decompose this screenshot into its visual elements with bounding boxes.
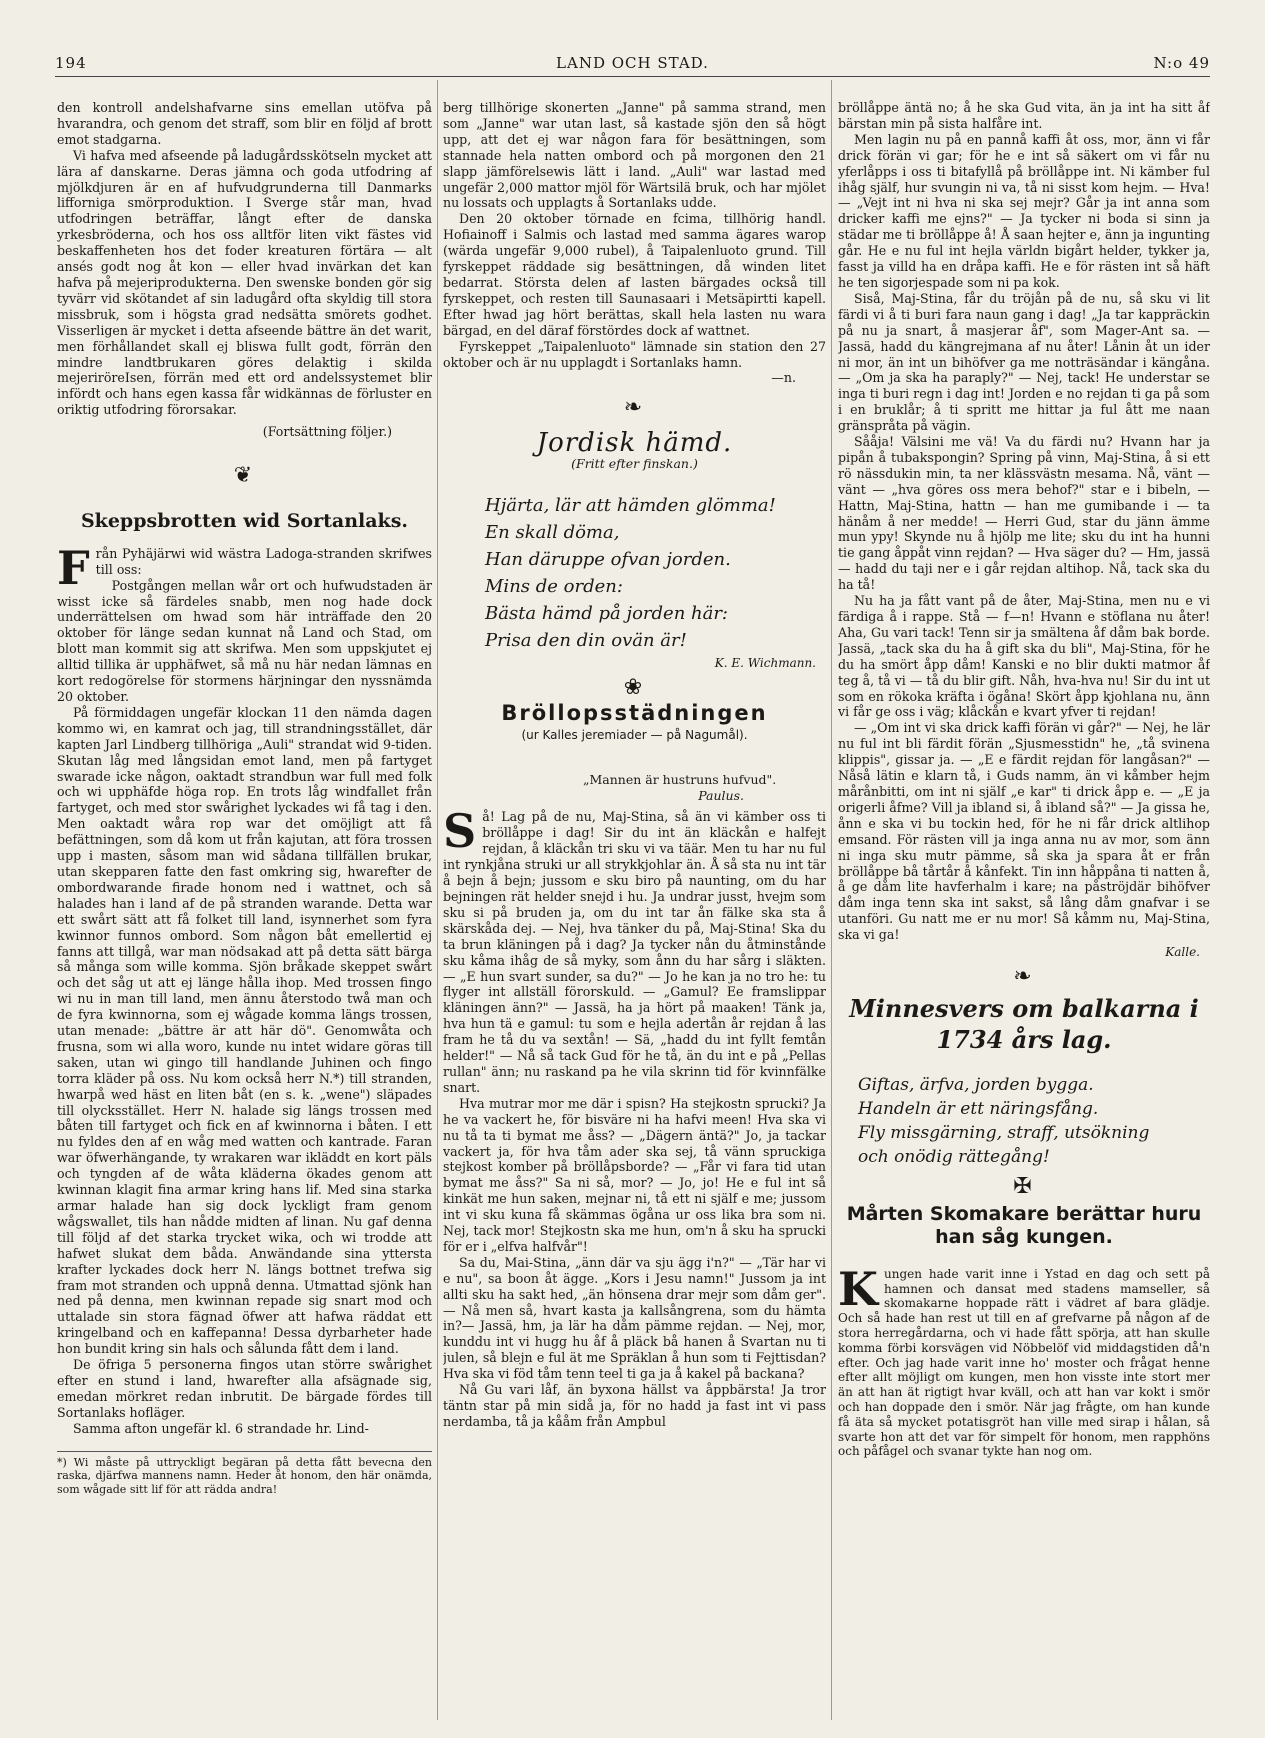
article-paragraph: [838, 1261, 1210, 1459]
header-rule: [55, 76, 1210, 77]
dropcap: K: [838, 1261, 878, 1316]
poem-line: Prisa den din ovän är!: [485, 630, 687, 652]
article-paragraph: De öfriga 5 personerna fingos utan större swårighet efter en stund i land, hwarefter alla afsägnade sig, emedan mörkret redan inbrutit. De bärgade fördes till Sortanlaks hofläger.: [57, 1357, 432, 1420]
verse-title: Minnesvers om balkarna i 1734 års lag.: [849, 993, 1199, 1054]
article-paragraph: Hva mutrar mor me där i spisn? Ha stejkostn sprucki? Ja he va vackert he, för bisväre ni ha hafvi meen! Hva ska vi nu tå ta ti bymat me åss? — „Dägern äntä?" Jo, ja tackar vackert ja, för hva tåm ader ska sej, tå vänn spruckiga stejkost komber på bröllåpsborde? — „Får vi fara tid utan bymat me åss?" Sa ni så, mor? — Jo, jo! He e ful int så kinkät me hun saken, mejnar ni, tå ett ni själf e me; jussom int vi sku kuna få skämmas ögåna ur oss lika bra som ni. Nej, tack mor! Stejkostn ska me hun, om'n å sku ha sprucki för er i „elfva halfvår"!: [443, 1095, 826, 1254]
article-paragraph: Den 20 oktober törnade en fcima, tillhörig handl. Hofiainoff i Salmis och lastad med samma ägares warор (wärda ungefär 9,000 rubel), å Taipalenluoto grund. Till fyrskeppet räddade sig besättningen, då winden litet bedarrat. Största delen af lasten bärgades också till fyrskeppet, och resten till Saunasaari i Metsäpirtti kapell. Efter hwad jag hört berättas, skall hela lasten nu wara bärgad, en del däraf förstördes dock af wattnet.: [443, 211, 826, 338]
column-3: [838, 100, 1210, 1720]
motto-author: Paulus.: [698, 787, 744, 803]
poem-line: Mins de orden:: [485, 576, 623, 598]
article-paragraph: [443, 804, 826, 1095]
article-title: Mårten Skomakare berättar huru han såg kungen.: [846, 1202, 1202, 1248]
article-title: Bröllopsstädningen: [501, 700, 768, 725]
newspaper-title: LAND OCH STAD.: [556, 54, 709, 72]
article-paragraph: Postgången mellan wår ort och hufwudstaden är wisst icke så färdeles snabb, men nog hade dock underrättelsen om hwad som här inträffade den 20 oktober för länge sedan kunnat nå Land och Stad, om blott man kommit sig att skrifwa. Men som uppskjutet ej alltid tillika är upphäfwet, så må nu här nedan lämnas en kort redogörelse för stormens härjningar den nyssnämda 20 oktober.: [57, 577, 432, 704]
article-paragraph: Nå Gu vari låf, än byxona hällst va åppbärsta! Ja tror täntn star på min sidå ja, för no hadd ja fast int vi pass nerdamba, tå ja kååm från Ampbul: [443, 1382, 826, 1429]
article-paragraph: — „Om int vi ska drick kaffi förän vi går?" — Nej, he lär nu ful int bli färdit förän „Sjusmesstidn" he, „tå svinena klippis", gissar ja. — „E e färdit rejdan för langåsan?" — Nåså lätin e klarn tå, i Guds namm, än vi kåmber hejm mårånbitti, om int ni själf „e kar" ti drick åpp e. — „E ja origerli åfme? Vill ja ibland si, å ibland så?" — Ja gissa he, ånn e ska vi bu tockin hed, för he ni får drick altlihop emsand. För rästen vill ja inga anna nu av mor, som änn ni inga sku mutr pämme, så ska ja spara åt er från bröllåppe bå tårtår å kånfekt. Tin inn håppåna ti natten å, å ge dåm lite havferhalm i kare; na påströjdär bihöfver dåm inga tenn ska int sakst, så lång dåm gnafvar i se utanföri. Gu natt me er nu mor! Så kåmm nu, Maj-Stina, ska vi ga!: [838, 720, 1210, 943]
column-divider-1: [437, 80, 438, 1720]
page-header: [55, 54, 1210, 74]
article-paragraph: Sååja! Välsini me vä! Va du färdi nu? Hvann har ja pipån å tubakspongin? Spring på vinn, Maj-Stina, å si ett rö nässdukin min, ta ner klässvästn mesama. Nå, vänt — vänt — „hva göres oss mera behof?" star e i bibeln, — Hattn, Maj-Stina, hattn — han me gumibande i — ta hänåm å ner medde! — Herri Gud, star du jänn ämme mun ypy! Skynde nu å hjölp me lite; sku du int ha hunni tie gang åppåt vinn rejdan? — Hva säger du? — Hm, jassä — hadd du taji ner e i går rejdan altihop. Nå, tack ska du ha tå!: [838, 434, 1210, 593]
article-paragraph: Samma afton ungefär kl. 6 strandade hr. Lind-: [73, 1420, 369, 1436]
motto: [583, 772, 826, 804]
article-paragraph: På förmiddagen ungefär klockan 11 den nämda dagen kommo wi, en kamrat och jag, till strandningsstället, där kapten Jarl Lindberg tillhöriga „Auli" strandat wid 9-tiden. Skutan låg med långsidan emot land, men på fartyget swarade icke någon, oaktadt strandbun war full med folk och wi upphäfde höga rop. En trots låg windfallet från fartyget, och med stor swårighet lyckades wi få tag i den. Men oaktadt wåra rop war det omöjligt att få befättningen, som då kom ut från kajutan, att föra trossen upp i masten, såsom man wid sådana tillfällen brukar, utan skepparen fatte den fast omkring sig, hwarefter de ombordwarande firade honom ned i wattnet, och så halades han i land af de på stranden warande. Detta war ett swårt sätt att få folket till land, isynnerhet som fyra kwinnor funnos ombord. Som någon båt emellertid ej fanns att tillgå, war man nödsakad att på detta sätt bärga så många som wille komma. Sjön bråkade skeppet swårt och det såg ut att ej länge hålla ihop. Med trossen fingo wi nu in man till land, men ännu återstodo twå man och de fyra kwinnorna, som ej wågade komma längs trossen, utan menade: „bättre är att här dö". Genomwåta och frusna, som wi alla woro, kunde nu intet widare göras till saken, utan wi gingo till handlande Juhinen och fingo torra kläder på oss. Nu kom också herr N.*) till stranden, hwarpå wed häst en liten båt (en s. k. „wene") släpades till olycksstället. Herr N. halade sig längs trossen med båten till fartyget och fick en af kwinnorna i båten. I ett nu fyldes den af en wåg med watten och kantrade. Faran war öfwerhängande, ty wrakaren war ikläddt en kort päls och tyngden af de wåta kläderna ökades genom att kwinnan klagit fina armar kring hans lif. Med sina starka armar halade han sig dock lyckligt fram genom wågswallet, tils han nådde midten af linan. Nu gaf denna till följd af det starka trycket wika, och wi trodde att hafwet slukat dem båda. Anwändande sina yttersta krafter lyckades dock herr N. längs bottnet trefwa sig fram mot stranden och uppnå denna. Utmattad sjönk han ned på denna, men kwinnan repade sig snart mod och uttalade sin stora fägnad öfwer att hafwa räddat ett kringelband och en kaffepanna! Dessa dyrbarheter hade hon bundit kring sin hals och sålunda fått dem i land.: [57, 704, 432, 1357]
article-paragraph-text: ungen hade varit inne i Ystad en dag och sett på hamnen och dansat med stadens mamseller, så skomakarne hoppade rätt i vädret af bara glädje. Och så hade han rest ut till en af grefvarne på någon af de stora herregårdarna, och vi hade fått spörja, att han skulle komma förbi korsvägen vid Nöbbelöf vid middagstiden då'n efter. Och jag hade varit inne ho' moster och frågat henne efter allt möjligt om kungen, men hon visste inte stort mer än att han ät rigtigt hvar kväll, och att han var kokt i smör och han doppade den i smör. När jag frågte, om han kunde få äta så mycket potatisgröt han ville med sirap i hålan, så svarte hon att det var för simpelt för honom, men rapphöns och påfågel och svanar tykte han nog om.: [838, 1266, 1210, 1459]
verse-line: och onödig rättegång!: [858, 1146, 1050, 1167]
dropcap: F: [57, 540, 90, 595]
article-paragraph: den kontroll andelshafvarne sins emellan utöfva på hvarandra, och genom det straff, som blir en följd af brott emot stadgarna.: [57, 100, 432, 147]
article-subtitle: (ur Kalles jeremiader — på Nagumål).: [521, 727, 748, 742]
page-number: 194: [55, 54, 87, 72]
article-title: Skeppsbrotten wid Sortanlaks.: [80, 509, 409, 532]
motto-text: „Mannen är hustruns hufvud".: [583, 771, 777, 787]
ornament-icon: ❀: [623, 674, 646, 700]
poem-line: Han däruppe ofvan jorden.: [485, 549, 731, 571]
verse-line: Handeln är ett näringsfång.: [858, 1098, 1099, 1119]
poem-author: K. E. Wichmann.: [714, 656, 816, 671]
column-2: [443, 100, 826, 1720]
ornament-icon: ❧: [1013, 963, 1035, 989]
article-paragraph: Fyrskeppet „Taipalenluoto" lämnade sin station den 27 oktober och är nu upplagdt i Sortanlaks hamn.: [443, 338, 826, 370]
ornament-icon: ❦: [233, 463, 256, 489]
footnote: *) Wi måste på uttryckligt begäran på detta fått bevecna den raska, djärfwa mannens namn. Heder åt honom, den här onämda, som wågade sitt lif för att rädda andra!: [57, 1451, 432, 1497]
poem-subtitle: (Fritt efter finskan.): [571, 456, 698, 472]
verse-line: Giftas, ärfva, jorden bygga.: [858, 1074, 1094, 1095]
signature: —n.: [771, 370, 796, 386]
signature: Kalle.: [1165, 945, 1200, 960]
poem: [485, 492, 826, 654]
continued-note: (Fortsättning följer.): [262, 424, 392, 440]
article-lead-text: rån Pyhäjärwi wid wästra Ladoga-stranden skrifwes till oss:: [95, 545, 432, 577]
poem-line: Bästa hämd på jorden här:: [485, 603, 728, 625]
article-paragraph: berg tillhörige skonerten „Janne" på samma strand, men som „Janne" war utan last, så kastade sjön den så högt upp, att det ej war någon fara för besättningen, som stannade hela natten ombord och på morgonen den 21 slapp jämförelsewis lätt i land. „Auli" war lastad med ungefär 2,000 mattor mjöl för Wärtsilä bruk, och har mjölet nu lossats och upplagts å Sortanlaks udde.: [443, 100, 826, 211]
verse-line: Fly missgärning, straff, utsökning: [858, 1122, 1150, 1143]
article-paragraph: Vi hafva med afseende på ladugårdsskötseln mycket att lära af danskarne. Deras jämna och goda utfodring af mjölkdjuren är en af hufvudgrunderna till Danmarks lifforniga smörproduktion. I Sverge står man, hvad utfodringen beträffar, långt efter de danska yrkesbröderna, och hos oss alltför liten vikt fästes vid beskaffenheten hos det foder kreaturen förtära — alt ansés godt nog åt kon — eller hvad invärkan det kan hafva på mejeriprodukterna. Den swenske bonden gör sig tyvärr vid skötandet af sin ladugård ofta skyldig till stora missbruk, som i högsta grad nedsätta smörets godhet. Visserligen är mycket i detta afseende bättre än det warit, men förhållandet skall ej bliswa fullt godt, förrän den mindre landtbrukaren göres delaktig i skilda mejeriröreIsen, förrän med ett ord andelssystemet blir infördt och hans egen kassa får widkännas de förluster en oriktig utfodring förorsakar.: [57, 147, 432, 418]
article-paragraph-text: å! Lag på de nu, Maj-Stina, så än vi kämber oss ti bröllåppe i dag! Sir du int än kläckån e halfejt rejdan, å kläckån tri sku vi va täär. Men tu har nu ful int rynkjåna struki ur all strykkjohlar än. Å så sta nu int tär å bejn å bejn; jussom e sku biro på naunting, om du har bejningen rät helder snejd i hu. Ja undrar jusst, hvejm som sku si på bruden ja, om du int tar ån fälke ska sta å skärskåda dej. — Nej, hva tänker du på, Maj-Stina! Ska du ta brun kläningen på i dag? Ja tycker nån du åtminstånde sku kåma ihåg de så myky, som ånn du har sårg i släkten. — „E hun svart sunder, sa du?" — Jo he kan ja no tro he: tu flyger int allställ förorskuld. — „Gamul? Ee framslippar kläningen änn?" — Jassä, ha ja hört på maaken! Tänk ja, hva hun tä e gamul: tu som e hejla adertån år rejdan å las fram he tå du va sextån! — Sä, „hadd du int fyllt femtån helder!" — Nå så tack Gud för he tå, än du int e på „Pellas rullan" änn; nu raskand pa he vila skrinn tid för kvinnfälke snart.: [443, 809, 826, 1095]
issue-number: N:o 49: [1153, 54, 1210, 72]
poem-line: En skall döma,: [485, 522, 620, 544]
poem-line: Hjärta, lär att hämden glömma!: [485, 495, 776, 517]
verse: [858, 1073, 1210, 1169]
article-paragraph: Nu ha ja fått vant på de åter, Maj-Stina, men nu e vi färdiga å i rappe. Stå — f—n! Hvann e stöflana nu åter! Aha, Gu vari tack! Tenn sir ja smältena åf dåm bak borde. Jassä, „tack ska du ha å gift ska du bli", Maj-Stina, för he du ha smört åpp dåm! Kanski e no blir dukti matmor åf teg å, tå vi — tå du blir gift. Nåh, hva-hva nu! Sir du int ut som en rökoka kräfta i ögåna! Skört åpp kjohlana nu, änn vi får ge oss i väg; klåckån e kvart yfver ti rejdan!: [838, 593, 1210, 720]
ornament-icon: ❧: [623, 395, 646, 421]
article-paragraph: Siså, Maj-Stina, får du tröjån på de nu, så sku vi lit färdi vi å ti buri fara naun gang i dag! „Ja tar kappräckin på nu ja snart, å masjerar åf", som Mager-Ant sa. — Jassä, hadd du kängrejmana af nu åter! Lånin åt un ider ni mor, än int un bihöfver ga me notträsändar i kängåna. — „Om ja ska ha paraply?" — Nej, tack! He understar se inga ti buri regn i dag int! Jorden e no rejdan ti ga på som i en bruklår; å ti spritt me hittar ja ful ått me naan gränspråta på vägin.: [838, 290, 1210, 434]
ornament-icon: ✠: [1013, 1173, 1035, 1199]
article-paragraph: Sa du, Mai-Stina, „änn där va sju ägg i'n?" — „Tär har vi e nu", sa boon åt äggе. „Kors i Jesu namn!" Jussom ja int allti sku ha sakt hed, „än hönsena drar mejr som dåm ger". — Nå men så, hvart kasta ja kallsångrena, som du hämta in?— Jassä, hm, ja lär ha dåm pämme rejdan. — Nej, mor, kunddu int vi hugg hu åf å pläck bå hanen å Svartan nu ti julen, så blejn e ful ät me Spräklan å hun som ti Fejttisdan? Hva ska vi föd tåm tenn teel ti ga ja å kakel på backana?: [443, 1254, 826, 1382]
column-1: [57, 100, 432, 1720]
column-divider-2: [831, 80, 832, 1720]
poem-title: Jordisk hämd.: [536, 428, 733, 459]
article-paragraph: bröllåppe äntä no; å he ska Gud vita, än ja int ha sitt åf bärstan min på sista halfåre int.: [838, 100, 1210, 131]
dropcap: S: [443, 804, 477, 859]
article-lead: [57, 540, 432, 595]
article-paragraph: Men lagin nu på en pannå kaffi åt oss, mor, änn vi får drick förän vi gar; för he e int så säkert om vi får nu yferlåpps i oss ti bitafyllå på bröllåppe int. Ni kämber ful ihåg själf, hur svungin ni va, tå ni sisst kom hejm. — Hva! — „Vejt int ni hva ni ska sej mejr? Går ja int anna som dricker kaffi me ejns?" — Ja tycker ni boda si sinn ja städar me ti bröllåppe å! Å saan hejter e, änn ja ingunting går. He e nu ful int hejla världn bigårt helder, tykker ja, fasst ja villd ha en dråpa kaffi. He e för rästen int så häft he ten sigorjespade som ni pa kok.: [838, 131, 1210, 290]
